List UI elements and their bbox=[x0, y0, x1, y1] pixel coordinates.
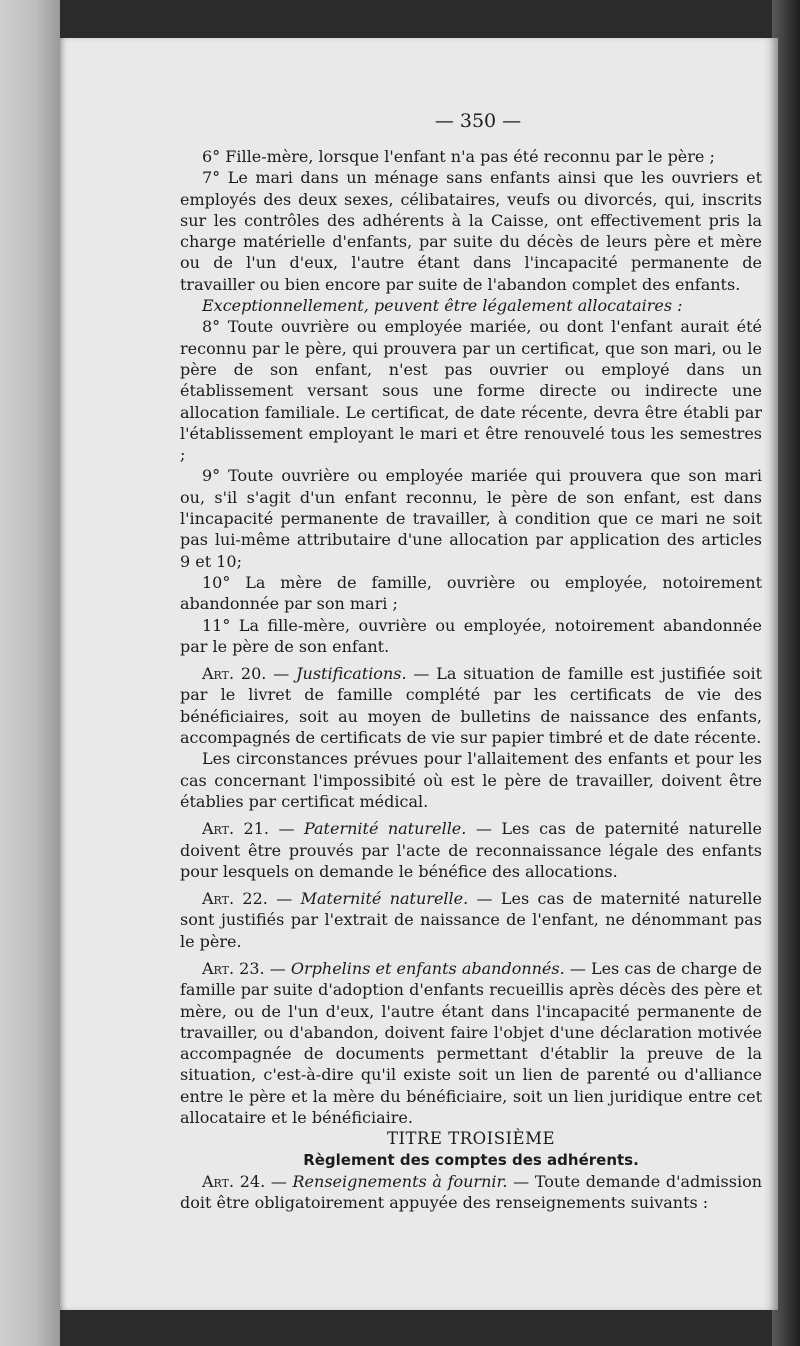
document-page bbox=[60, 38, 778, 1310]
article-title: Orphelins et enfants abandonnés. bbox=[290, 958, 565, 978]
paragraph-exceptionnellement: Exceptionnellement, peuvent être légalement allocataires : bbox=[202, 296, 683, 316]
article-body: Les cas de charge de famille par suite d'adoption d'enfants recueillis après décès des père et mère, ou de l'un d'eux, l'autre étant dans l'incapacité permanente de travailler, ou d'abandon, doivent faire l'objet d'une déclaration motivée accompagnée de documents permettant d'établir la preuve de la situation, c'est-à-dire qu'il existe soit un lien de parenté ou d'alliance entre le père et la mère du bénéficiaire, soit un lien juridique entre cet allocataire et le bénéficiaire. bbox=[180, 958, 762, 1128]
article-title: Justifications. bbox=[296, 664, 407, 684]
paragraph-10: 10° La mère de famille, ouvrière ou employée, notoirement abandonnée par son mari ; bbox=[180, 572, 762, 614]
article-body: Les cas de maternité naturelle sont justifiés par l'extrait de naissance de l'enfant, ne dénommant pas le père. bbox=[180, 889, 763, 951]
article-title: Paternité naturelle. bbox=[303, 819, 467, 839]
paragraph-11: 11° La fille-mère, ouvrière ou employée, notoirement abandonnée par le père de son enfant. bbox=[180, 615, 762, 656]
article-20: Art. 20. — Justifications. — La situation de famille est justifiée soit par le livret de famille complété par les certificats de vie des bénéficiaires, soit au moyen de bulletins de naissance des enfants, accompagnés de certificats de vie sur papier timbré et de date récente. bbox=[180, 664, 763, 748]
section-subtitle: Règlement des comptes des adhérents. bbox=[303, 1150, 639, 1169]
article-label: Art. 22. bbox=[202, 889, 268, 909]
paragraph-6: 6° Fille-mère, lorsque l'enfant n'a pas été reconnu par le père ; bbox=[202, 147, 715, 166]
article-label: Art. 21. bbox=[202, 819, 269, 839]
article-23: Art. 23. — Orphelins et enfants abandonnés. — Les cas de charge de famille par suite d'adoption d'enfants recueillis après décès des père et mère, ou de l'un d'eux, l'autre étant dans l'incapacité permanente de travailler, ou d'abandon, doivent faire l'objet d'une déclaration motivée accompagnée de documents permettant d'établir la preuve de la situation, c'est-à-dire qu'il existe soit un lien de parenté ou d'alliance entre le père et la mère du bénéficiaire, soit un lien juridique entre cet allocataire et le bénéficiaire. bbox=[180, 958, 762, 1128]
section-title: TITRE TROISIÈME bbox=[386, 1129, 556, 1149]
article-body: Toute demande d'admission doit être obligatoirement appuyée des renseignements suivants : bbox=[180, 1171, 763, 1213]
scan-backdrop-left bbox=[0, 0, 60, 1346]
article-title: Maternité naturelle. bbox=[300, 889, 469, 909]
article-label: Art. 24. bbox=[202, 1171, 266, 1191]
page-number: — 350 — bbox=[434, 110, 522, 132]
article-body: Les cas de paternité naturelle doivent être prouvés par l'acte de reconnaissance légale des enfants pour lesquels on demande le bénéfice des allocations. bbox=[180, 819, 763, 881]
article-label: Art. 23. bbox=[202, 958, 265, 978]
paragraph-7: 7° Le mari dans un ménage sans enfants ainsi que les ouvriers et employés des deux sexes, célibataires, veufs ou divorcés, qui, inscrits sur les contrôles des adhérents à la Caisse, ont effectivement pris la charge matérielle d'enfants, par suite du décès de leurs père et mère ou de l'un d'eux, l'autre étant dans l'incapacité permanente de travailler ou bien encore par suite de l'abandon complet des enfants. bbox=[180, 168, 762, 294]
page-body bbox=[180, 146, 762, 1214]
article-body: La situation de famille est justifiée soit par le livret de famille complété par les certificats de vie des bénéficiaires, soit au moyen de bulletins de naissance des enfants, accompagnés de certificats de vie sur papier timbré et de date récente. bbox=[180, 664, 763, 748]
article-24: Art. 24. — Renseignements à fournir. — Toute demande d'admission doit être obligatoirement appuyée des renseignements suivants : bbox=[180, 1171, 763, 1213]
article-label: Art. 20. bbox=[202, 664, 267, 684]
article-21: Art. 21. — Paternité naturelle. — Les cas de paternité naturelle doivent être prouvés par l'acte de reconnaissance légale des enfants pour lesquels on demande le bénéfice des allocations. bbox=[180, 819, 763, 881]
article-20-continuation: Les circonstances prévues pour l'allaitement des enfants et pour les cas concernant l'impossibité où est le père de travailler, doivent être établies par certificat médical. bbox=[180, 749, 762, 811]
article-22: Art. 22. — Maternité naturelle. — Les cas de maternité naturelle sont justifiés par l'extrait de naissance de l'enfant, ne dénommant pas le père. bbox=[180, 889, 763, 951]
article-title: Renseignements à fournir. bbox=[292, 1171, 508, 1191]
paragraph-9: 9° Toute ouvrière ou employée mariée qui prouvera que son mari ou, s'il s'agit d'un enfant reconnu, le père de son enfant, est dans l'incapacité permanente de travailler, à condition que ce mari ne soit pas lui-même attributaire d'une allocation par application des articles 9 et 10; bbox=[180, 466, 762, 571]
paragraph-8: 8° Toute ouvrière ou employée mariée, ou dont l'enfant aurait été reconnu par le père, qui prouvera par un certificat, que son mari, ou le père de son enfant, n'est pas ouvrier ou employé dans un établissement versant sous une forme directe ou indirecte une allocation familiale. Le certificat, de date récente, devra être établi par l'établissement employant le mari et être renouvelé tous les semestres ; bbox=[180, 317, 762, 465]
